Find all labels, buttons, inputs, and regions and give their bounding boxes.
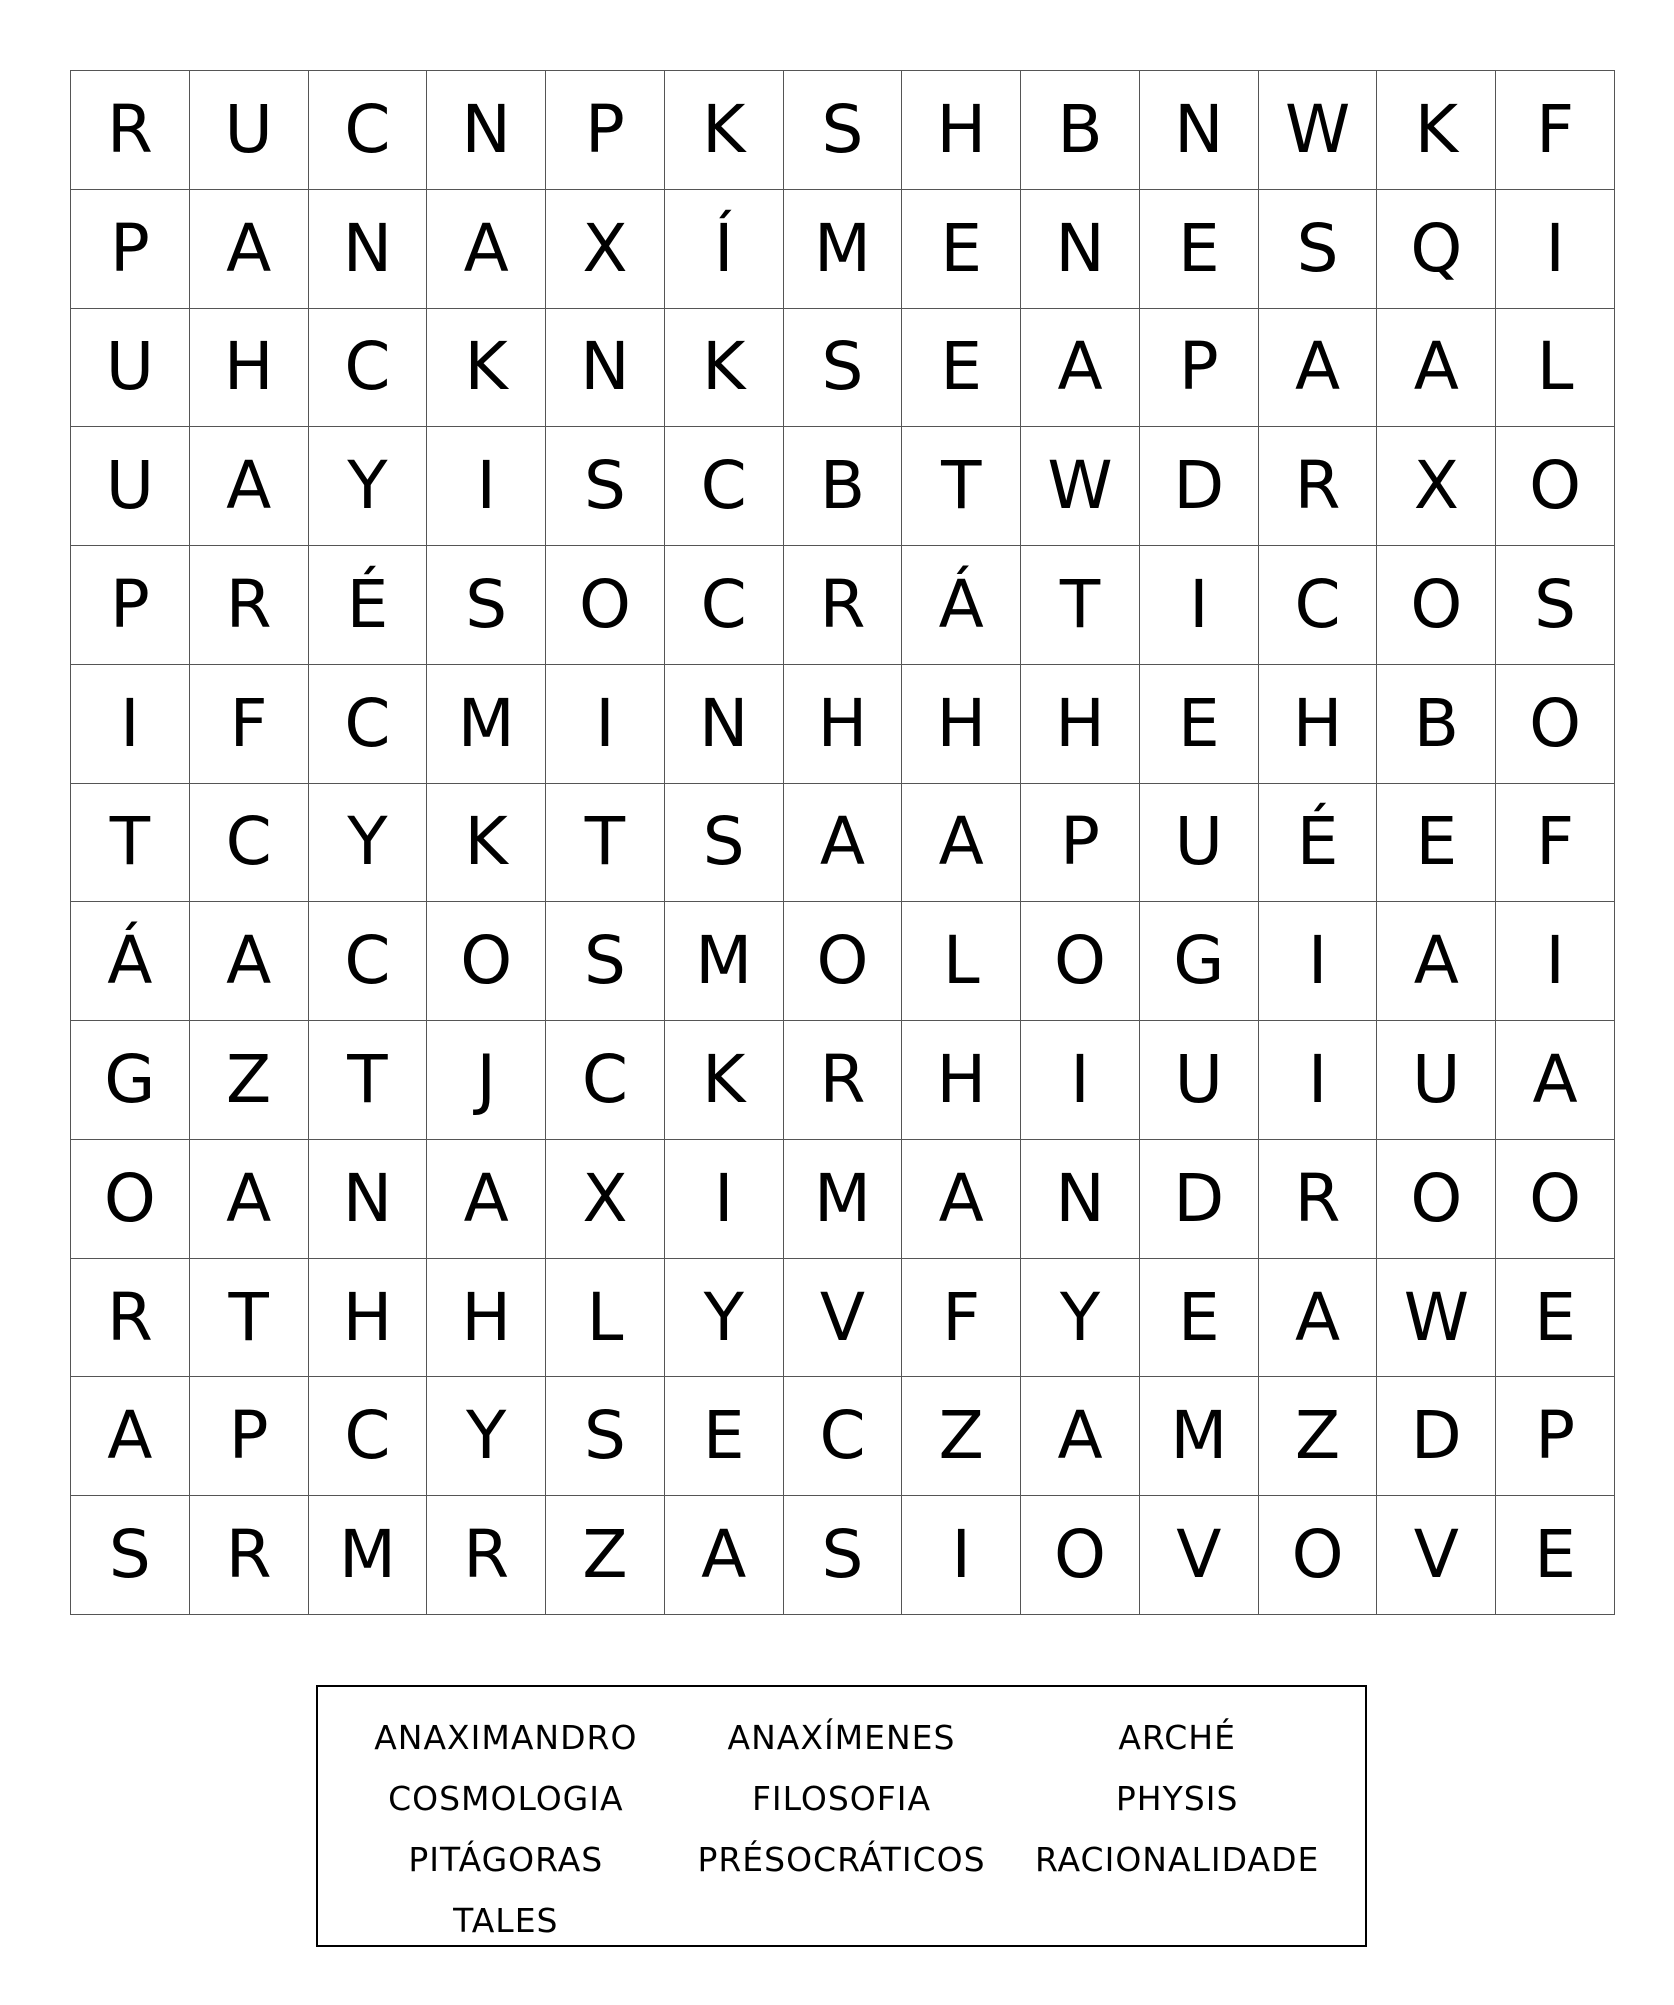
grid-cell[interactable]: T: [902, 427, 1021, 546]
grid-cell[interactable]: A: [190, 1140, 309, 1259]
grid-cell[interactable]: R: [427, 1496, 546, 1615]
grid-cell[interactable]: A: [1021, 309, 1140, 428]
grid-cell[interactable]: A: [427, 1140, 546, 1259]
grid-cell[interactable]: N: [309, 1140, 428, 1259]
grid-cell[interactable]: H: [427, 1259, 546, 1378]
grid-cell[interactable]: R: [1259, 427, 1378, 546]
grid-cell[interactable]: U: [71, 427, 190, 546]
grid-cell[interactable]: O: [1496, 427, 1615, 546]
grid-cell[interactable]: H: [190, 309, 309, 428]
grid-cell[interactable]: T: [1021, 546, 1140, 665]
grid-cell[interactable]: Á: [71, 902, 190, 1021]
grid-cell[interactable]: M: [309, 1496, 428, 1615]
grid-cell[interactable]: Y: [309, 427, 428, 546]
grid-cell[interactable]: I: [427, 427, 546, 546]
grid-cell[interactable]: L: [902, 902, 1021, 1021]
grid-cell[interactable]: R: [784, 1021, 903, 1140]
grid-cell[interactable]: I: [1496, 902, 1615, 1021]
grid-cell[interactable]: A: [1259, 309, 1378, 428]
grid-cell[interactable]: O: [1496, 1140, 1615, 1259]
grid-cell[interactable]: Z: [546, 1496, 665, 1615]
grid-cell[interactable]: M: [427, 665, 546, 784]
grid-cell[interactable]: O: [1377, 546, 1496, 665]
grid-cell[interactable]: L: [546, 1259, 665, 1378]
grid-cell[interactable]: C: [309, 1377, 428, 1496]
grid-cell[interactable]: X: [546, 1140, 665, 1259]
grid-cell[interactable]: H: [1021, 665, 1140, 784]
grid-cell[interactable]: Y: [665, 1259, 784, 1378]
grid-cell[interactable]: S: [71, 1496, 190, 1615]
grid-cell[interactable]: I: [546, 665, 665, 784]
grid-cell[interactable]: U: [1140, 1021, 1259, 1140]
word-list-item: TALES: [453, 1901, 559, 1940]
grid-cell[interactable]: I: [665, 1140, 784, 1259]
grid-cell[interactable]: Y: [309, 784, 428, 903]
grid-cell[interactable]: E: [1496, 1259, 1615, 1378]
grid-cell[interactable]: A: [1377, 902, 1496, 1021]
grid-cell[interactable]: S: [546, 902, 665, 1021]
grid-cell[interactable]: R: [190, 546, 309, 665]
grid-cell[interactable]: W: [1259, 71, 1378, 190]
grid-cell[interactable]: U: [1140, 784, 1259, 903]
grid-cell[interactable]: A: [190, 427, 309, 546]
grid-cell[interactable]: A: [190, 190, 309, 309]
grid-cell[interactable]: C: [784, 1377, 903, 1496]
grid-cell[interactable]: O: [427, 902, 546, 1021]
grid-cell[interactable]: F: [190, 665, 309, 784]
grid-cell[interactable]: Q: [1377, 190, 1496, 309]
grid-cell[interactable]: C: [190, 784, 309, 903]
grid-cell[interactable]: R: [71, 1259, 190, 1378]
grid-cell[interactable]: A: [1377, 309, 1496, 428]
grid-cell[interactable]: O: [1496, 665, 1615, 784]
grid-cell[interactable]: S: [427, 546, 546, 665]
grid-cell[interactable]: S: [784, 1496, 903, 1615]
grid-cell[interactable]: M: [784, 1140, 903, 1259]
grid-cell[interactable]: C: [1259, 546, 1378, 665]
grid-cell[interactable]: U: [71, 309, 190, 428]
grid-cell[interactable]: L: [1496, 309, 1615, 428]
grid-cell[interactable]: Á: [902, 546, 1021, 665]
letter-grid: [70, 70, 1615, 1615]
grid-cell[interactable]: N: [546, 309, 665, 428]
grid-cell[interactable]: K: [665, 1021, 784, 1140]
grid-cell[interactable]: B: [784, 427, 903, 546]
grid-cell[interactable]: A: [1259, 1259, 1378, 1378]
grid-cell[interactable]: E: [665, 1377, 784, 1496]
grid-cell[interactable]: G: [71, 1021, 190, 1140]
grid-cell[interactable]: W: [1377, 1259, 1496, 1378]
grid-cell[interactable]: N: [427, 71, 546, 190]
grid-cell[interactable]: F: [902, 1259, 1021, 1378]
grid-cell[interactable]: Y: [427, 1377, 546, 1496]
grid-cell[interactable]: B: [1021, 71, 1140, 190]
grid-cell[interactable]: A: [71, 1377, 190, 1496]
grid-cell[interactable]: K: [427, 309, 546, 428]
grid-cell[interactable]: K: [427, 784, 546, 903]
grid-cell[interactable]: E: [1496, 1496, 1615, 1615]
grid-cell[interactable]: P: [1496, 1377, 1615, 1496]
grid-cell[interactable]: N: [1140, 71, 1259, 190]
grid-cell[interactable]: E: [1140, 665, 1259, 784]
grid-cell[interactable]: H: [902, 71, 1021, 190]
grid-cell[interactable]: O: [546, 546, 665, 665]
grid-cell[interactable]: C: [309, 71, 428, 190]
grid-cell[interactable]: A: [902, 784, 1021, 903]
grid-cell[interactable]: É: [1259, 784, 1378, 903]
word-list-item: COSMOLOGIA: [388, 1779, 624, 1818]
grid-cell[interactable]: P: [71, 546, 190, 665]
grid-cell[interactable]: T: [309, 1021, 428, 1140]
grid-cell[interactable]: D: [1140, 427, 1259, 546]
grid-cell[interactable]: S: [546, 1377, 665, 1496]
grid-cell[interactable]: I: [1140, 546, 1259, 665]
grid-cell[interactable]: I: [71, 665, 190, 784]
grid-cell[interactable]: A: [1496, 1021, 1615, 1140]
grid-cell[interactable]: H: [902, 665, 1021, 784]
grid-cell[interactable]: E: [902, 190, 1021, 309]
grid-cell[interactable]: C: [309, 309, 428, 428]
grid-cell[interactable]: P: [190, 1377, 309, 1496]
grid-cell[interactable]: O: [1259, 1496, 1378, 1615]
word-list-item: ARCHÉ: [1118, 1718, 1236, 1757]
grid-cell[interactable]: É: [309, 546, 428, 665]
grid-cell[interactable]: C: [309, 902, 428, 1021]
grid-cell[interactable]: P: [1140, 309, 1259, 428]
word-list-item: PHYSIS: [1115, 1779, 1239, 1818]
word-list-item: RACIONALIDADE: [1034, 1840, 1320, 1879]
grid-cell[interactable]: Y: [1021, 1259, 1140, 1378]
grid-cell[interactable]: G: [1140, 902, 1259, 1021]
grid-cell[interactable]: V: [784, 1259, 903, 1378]
word-list-item: ANAXIMANDRO: [374, 1718, 638, 1757]
grid-cell[interactable]: Z: [190, 1021, 309, 1140]
grid-cell[interactable]: M: [1140, 1377, 1259, 1496]
grid-cell[interactable]: M: [665, 902, 784, 1021]
grid-cell[interactable]: C: [309, 665, 428, 784]
grid-cell[interactable]: D: [1140, 1140, 1259, 1259]
grid-cell[interactable]: P: [546, 71, 665, 190]
word-list-item: ANAXÍMENES: [727, 1718, 956, 1757]
grid-cell[interactable]: I: [1259, 1021, 1378, 1140]
grid-cell[interactable]: U: [190, 71, 309, 190]
grid-cell[interactable]: V: [1377, 1496, 1496, 1615]
grid-cell[interactable]: S: [1496, 546, 1615, 665]
grid-cell[interactable]: N: [309, 190, 428, 309]
grid-cell[interactable]: E: [1140, 1259, 1259, 1378]
grid-cell[interactable]: S: [784, 309, 903, 428]
grid-cell[interactable]: A: [784, 784, 903, 903]
grid-cell[interactable]: B: [1377, 665, 1496, 784]
grid-cell[interactable]: I: [1259, 902, 1378, 1021]
grid-cell[interactable]: A: [427, 190, 546, 309]
word-bank: [316, 1685, 1367, 1947]
grid-cell[interactable]: N: [665, 665, 784, 784]
grid-cell[interactable]: C: [665, 546, 784, 665]
grid-cell[interactable]: R: [1259, 1140, 1378, 1259]
grid-cell[interactable]: S: [784, 71, 903, 190]
grid-cell[interactable]: E: [902, 309, 1021, 428]
grid-cell[interactable]: Z: [1259, 1377, 1378, 1496]
grid-cell[interactable]: M: [784, 190, 903, 309]
grid-cell[interactable]: T: [546, 784, 665, 903]
grid-cell[interactable]: O: [1377, 1140, 1496, 1259]
grid-cell[interactable]: Í: [665, 190, 784, 309]
grid-cell[interactable]: J: [427, 1021, 546, 1140]
grid-cell[interactable]: R: [71, 71, 190, 190]
grid-cell[interactable]: N: [1021, 1140, 1140, 1259]
grid-cell[interactable]: R: [190, 1496, 309, 1615]
grid-cell[interactable]: C: [546, 1021, 665, 1140]
grid-cell[interactable]: H: [784, 665, 903, 784]
grid-cell[interactable]: A: [1021, 1377, 1140, 1496]
grid-cell[interactable]: O: [784, 902, 903, 1021]
grid-cell[interactable]: N: [1021, 190, 1140, 309]
grid-cell[interactable]: D: [1377, 1377, 1496, 1496]
grid-cell[interactable]: I: [1021, 1021, 1140, 1140]
word-list-item: FILOSOFIA: [751, 1779, 932, 1818]
grid-cell[interactable]: S: [665, 784, 784, 903]
grid-cell[interactable]: F: [1496, 71, 1615, 190]
grid-cell[interactable]: I: [902, 1496, 1021, 1615]
grid-cell[interactable]: H: [309, 1259, 428, 1378]
grid-cell[interactable]: K: [665, 71, 784, 190]
grid-cell[interactable]: Z: [902, 1377, 1021, 1496]
grid-cell[interactable]: E: [1377, 784, 1496, 903]
grid-cell[interactable]: E: [1140, 190, 1259, 309]
grid-cell[interactable]: K: [1377, 71, 1496, 190]
grid-cell[interactable]: T: [71, 784, 190, 903]
grid-cell[interactable]: H: [902, 1021, 1021, 1140]
word-list-item: PITÁGORAS: [408, 1840, 604, 1879]
grid-cell[interactable]: X: [546, 190, 665, 309]
grid-cell[interactable]: S: [1259, 190, 1378, 309]
grid-cell[interactable]: V: [1140, 1496, 1259, 1615]
grid-cell[interactable]: A: [665, 1496, 784, 1615]
grid-cell[interactable]: A: [190, 902, 309, 1021]
grid-cell[interactable]: P: [71, 190, 190, 309]
grid-cell[interactable]: F: [1496, 784, 1615, 903]
grid-cell[interactable]: W: [1021, 427, 1140, 546]
grid-cell[interactable]: O: [71, 1140, 190, 1259]
grid-cell[interactable]: O: [1021, 902, 1140, 1021]
grid-cell[interactable]: X: [1377, 427, 1496, 546]
grid-cell[interactable]: O: [1021, 1496, 1140, 1615]
grid-cell[interactable]: T: [190, 1259, 309, 1378]
word-list-item: PRÉSOCRÁTICOS: [697, 1840, 986, 1879]
grid-cell[interactable]: I: [1496, 190, 1615, 309]
grid-cell[interactable]: U: [1377, 1021, 1496, 1140]
grid-cell[interactable]: A: [902, 1140, 1021, 1259]
grid-cell[interactable]: P: [1021, 784, 1140, 903]
grid-cell[interactable]: K: [665, 309, 784, 428]
grid-cell[interactable]: H: [1259, 665, 1378, 784]
grid-cell[interactable]: S: [546, 427, 665, 546]
grid-cell[interactable]: R: [784, 546, 903, 665]
grid-cell[interactable]: C: [665, 427, 784, 546]
